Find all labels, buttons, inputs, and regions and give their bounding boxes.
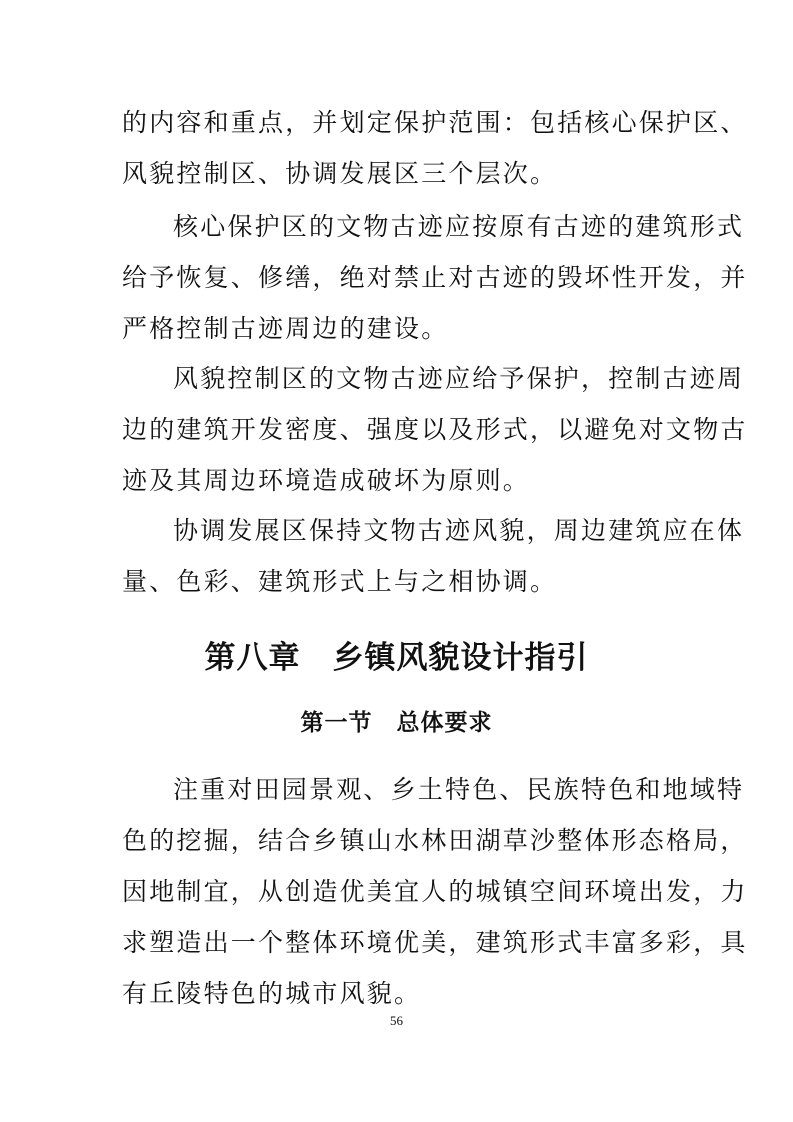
chapter-title: 第八章 乡镇风貌设计指引: [204, 640, 589, 676]
section-title: 第一节 总体要求: [300, 710, 493, 736]
paragraph-protection-scope: [122, 97, 748, 199]
text-line: 求塑造出一个整体环境优美，建筑形式丰富多彩，具: [122, 928, 748, 957]
text-line: 的内容和重点，并划定保护范围：包括核心保护区、: [122, 108, 748, 137]
paragraph-style-control-zone: [122, 353, 748, 506]
text-line: 风貌控制区、协调发展区三个层次。: [122, 159, 558, 188]
paragraph-coordinated-development-zone: [122, 505, 745, 607]
text-line: 核心保护区的文物古迹应按原有古迹的建筑形式: [173, 212, 745, 241]
text-line: 量、色彩、建筑形式上与之相协调。: [122, 567, 558, 596]
page-number: 56: [390, 1013, 403, 1028]
paragraph-core-protection-zone: [122, 201, 748, 354]
text-line: 因地制宜，从创造优美宜人的城镇空间环境出发，力: [122, 877, 748, 906]
text-line: 色的挖掘，结合乡镇山水林田湖草沙整体形态格局，: [122, 826, 748, 855]
text-line: 有丘陵特色的城市风貌。: [122, 979, 422, 1008]
text-line: 风貌控制区的文物古迹应给予保护，控制古迹周: [173, 364, 745, 393]
text-line: 协调发展区保持文物古迹风貌，周边建筑应在体: [173, 516, 745, 545]
text-line: 给予恢复、修缮，绝对禁止对古迹的毁坏性开发，并: [122, 263, 748, 292]
text-line: 严格控制古迹周边的建设。: [122, 314, 449, 343]
text-line: 注重对田园景观、乡土特色、民族特色和地域特: [173, 775, 745, 804]
text-line: 迹及其周边环境造成破坏为原则。: [122, 466, 531, 495]
text-line: 边的建筑开发密度、强度以及形式，以避免对文物古: [122, 415, 748, 444]
paragraph-general-requirements: [122, 764, 748, 1019]
